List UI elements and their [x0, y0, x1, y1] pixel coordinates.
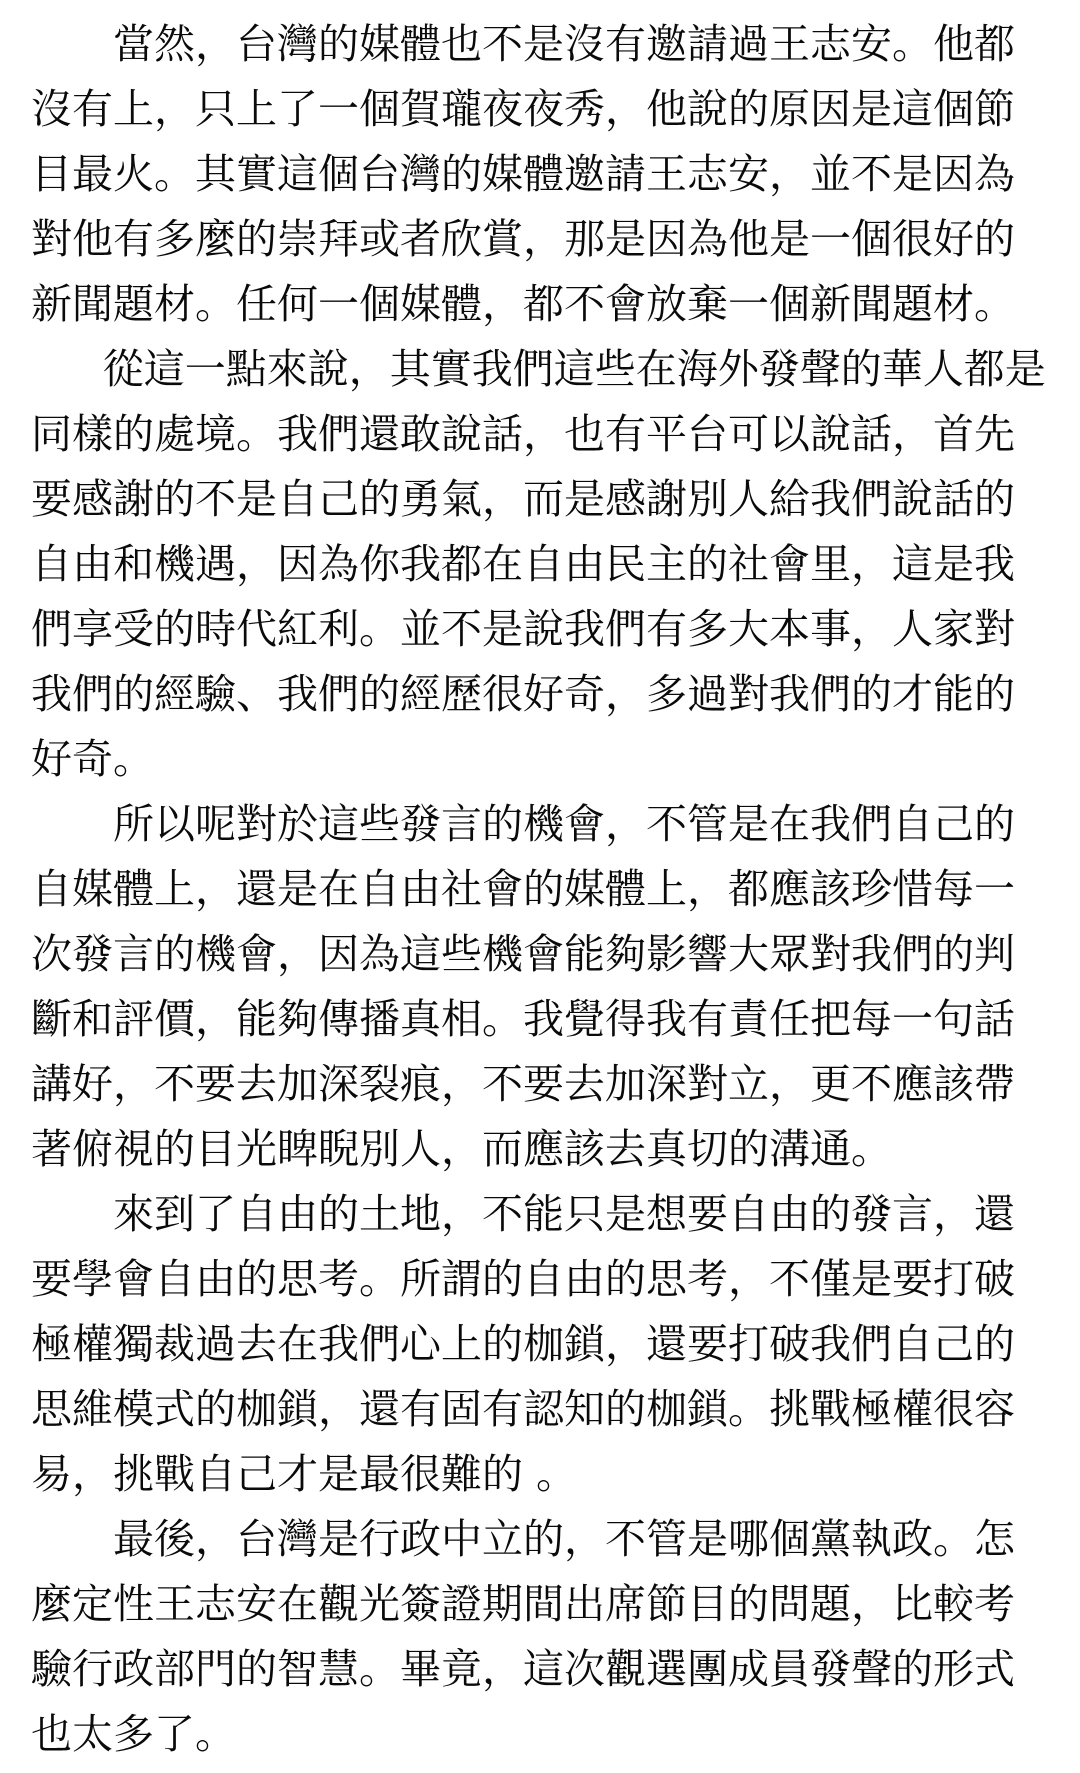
- paragraph-3: 所以呢對於這些發言的機會，不管是在我們自己的自媒體上，還是在自由社會的媒體上，都應該珍惜每一次發言的機會，因為這些機會能夠影響大眾對我們的判斷和評價，能夠傳播真相。我覺得我有責任把每一句話講好，不要去加深裂痕，不要去加深對立，更不應該帶著俯視的目光睥睨別人，而應該去真切的溝通。: [31, 800, 1015, 1173]
- paragraph-4: 來到了自由的土地，不能只是想要自由的發言，還要學會自由的思考。所謂的自由的思考，不僅是要打破極權獨裁過去在我們心上的枷鎖，還要打破我們自己的思維模式的枷鎖，還有固有認知的枷鎖。挑戰極權很容易，挑戰自己才是最很難的 。: [31, 1190, 1015, 1498]
- paragraph-2: 從這一點來說，其實我們這些在海外發聲的華人都是同樣的處境。我們還敢說話，也有平台可以說話，首先要感謝的不是自己的勇氣，而是感謝別人給我們說話的自由和機遇，因為你我都在自由民主的社會里，這是我們享受的時代紅利。並不是說我們有多大本事，人家對我們的經驗、我們的經歷很好奇，多過對我們的才能的好奇。: [31, 345, 1046, 783]
- paragraph-5: 最後，台灣是行政中立的，不管是哪個黨執政。怎麼定性王志安在觀光簽證期間出席節目的問題，比較考驗行政部門的智慧。畢竟，這次觀選團成員發聲的形式也太多了。: [31, 1515, 1015, 1758]
- article-body: [31, 12, 1051, 1767]
- paragraph-1: 當然，台灣的媒體也不是沒有邀請過王志安。他都沒有上，只上了一個賀瓏夜夜秀，他說的原因是這個節目最火。其實這個台灣的媒體邀請王志安，並不是因為對他有多麼的崇拜或者欣賞，那是因為他是一個很好的新聞題材。任何一個媒體，都不會放棄一個新聞題材。: [31, 20, 1015, 328]
